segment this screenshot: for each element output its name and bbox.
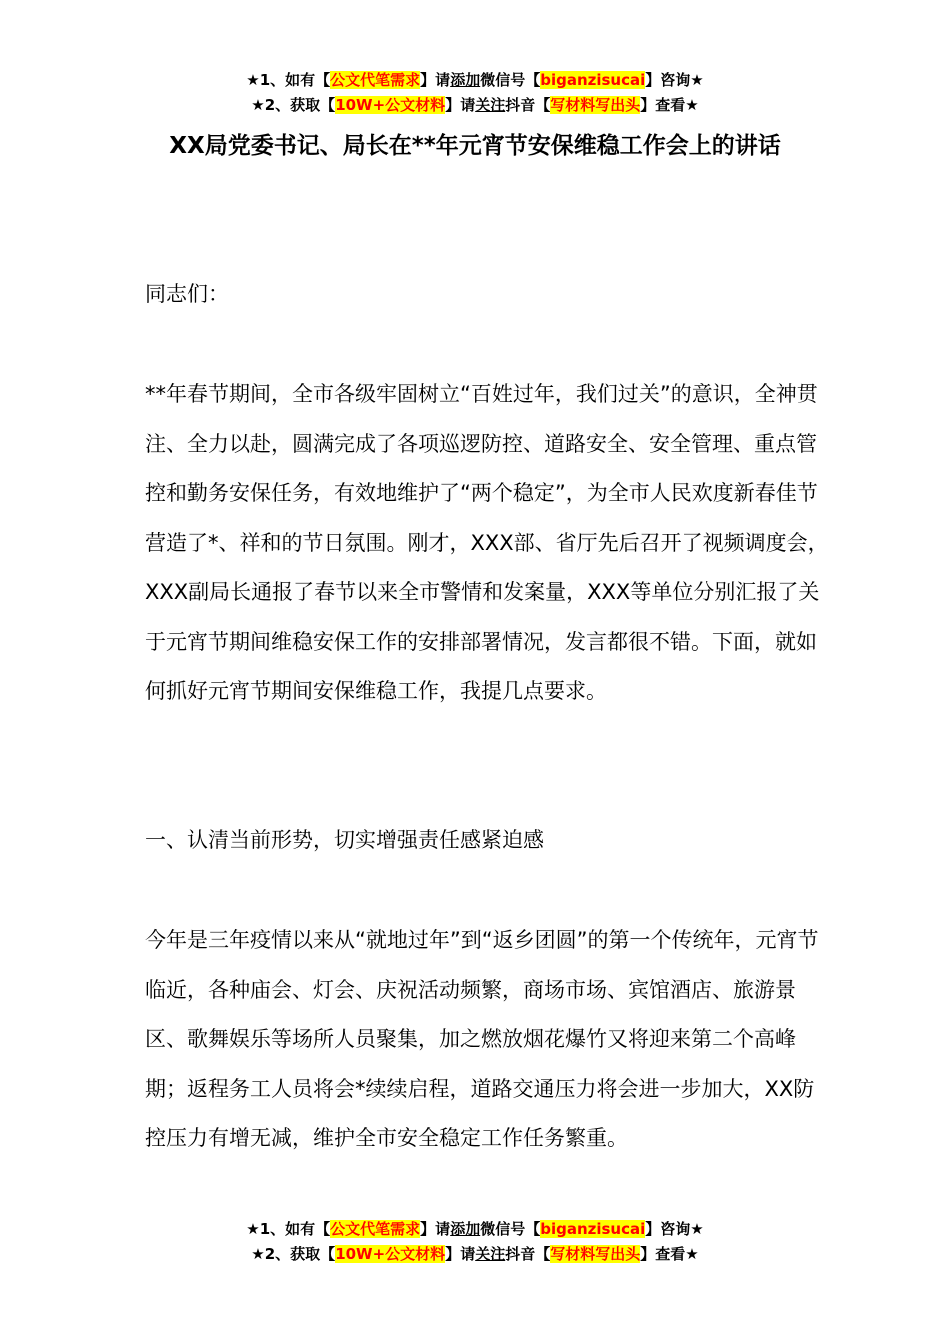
paragraph-situation: 今年是三年疫情以来从“就地过年”到“返乡团圆”的第一个传统年，元宵节临近，各种庙会、灯会、庆祝活动频繁，商场市场、宾馆酒店、旅游景区、歌舞娱乐等场所人员聚集，加之燃放烟花爆竹又将迎来第二个高峰期；返程务工人员将会*续续启程，道路交通压力将会进一步加大，XX防控压力有增无减，维护全市安全稳定工作任务繁重。 [145, 928, 819, 1150]
promo-text: 】咨询★ [645, 1220, 704, 1238]
promo-text: ★1、如有【 [246, 71, 331, 89]
promo-text: 微信号【 [480, 1220, 541, 1238]
promo-underline: 关注 [475, 1245, 506, 1263]
promo-text: 】请 [445, 1245, 476, 1263]
promo-text: 】请 [445, 96, 476, 114]
promo-text: 抖音【 [505, 1245, 551, 1263]
promo-line-2 [0, 93, 950, 118]
promo-highlight: biganzisucai [540, 1220, 646, 1238]
promo-text: ★2、获取【 [251, 1245, 336, 1263]
promo-highlight: 写材料写出头 [550, 1245, 641, 1263]
promo-line-1 [0, 1217, 950, 1242]
promo-highlight: 公文代笔需求 [330, 1220, 421, 1238]
promo-highlight: 10W+公文材料 [335, 96, 446, 114]
promo-text: 】查看★ [640, 96, 699, 114]
promo-text: 】请 [420, 1220, 451, 1238]
promo-text: 】咨询★ [645, 71, 704, 89]
promo-banner-bottom [0, 1217, 950, 1267]
promo-text: 】查看★ [640, 1245, 699, 1263]
promo-text: 微信号【 [480, 71, 541, 89]
promo-text: ★1、如有【 [246, 1220, 331, 1238]
paragraph-intro: **年春节期间，全市各级牢固树立“百姓过年，我们过关”的意识，全神贯注、全力以赴，圆满完成了各项巡逻防控、道路安全、安全管理、重点管控和勤务安保任务，有效地维护了“两个稳定”，为全市人民欢度新春佳节营造了*、祥和的节日氛围。刚才，XXX部、省厅先后召开了视频调度会，XXX副局长通报了春节以来全市警情和发案量，XXX等单位分别汇报了关于元宵节期间维稳安保工作的安排部署情况，发言都很不错。下面，就如何抓好元宵节期间安保维稳工作，我提几点要求。 [145, 382, 829, 703]
promo-highlight: 公文代笔需求 [330, 71, 421, 89]
document-title: XX局党委书记、局长在**年元宵节安保维稳工作会上的讲话 [169, 133, 781, 159]
promo-highlight: 10W+公文材料 [335, 1245, 446, 1263]
promo-underline: 添加 [450, 71, 481, 89]
promo-highlight: biganzisucai [540, 71, 646, 89]
promo-banner-top [0, 68, 950, 118]
promo-text: 抖音【 [505, 96, 551, 114]
promo-underline: 关注 [475, 96, 506, 114]
promo-underline: 添加 [450, 1220, 481, 1238]
promo-line-1 [0, 68, 950, 93]
promo-highlight: 写材料写出头 [550, 96, 641, 114]
promo-text: ★2、获取【 [251, 96, 336, 114]
section-heading-1: 一、认清当前形势，切实增强责任感紧迫感 [145, 828, 544, 852]
greeting: 同志们： [145, 282, 229, 306]
promo-text: 】请 [420, 71, 451, 89]
promo-line-2 [0, 1242, 950, 1267]
